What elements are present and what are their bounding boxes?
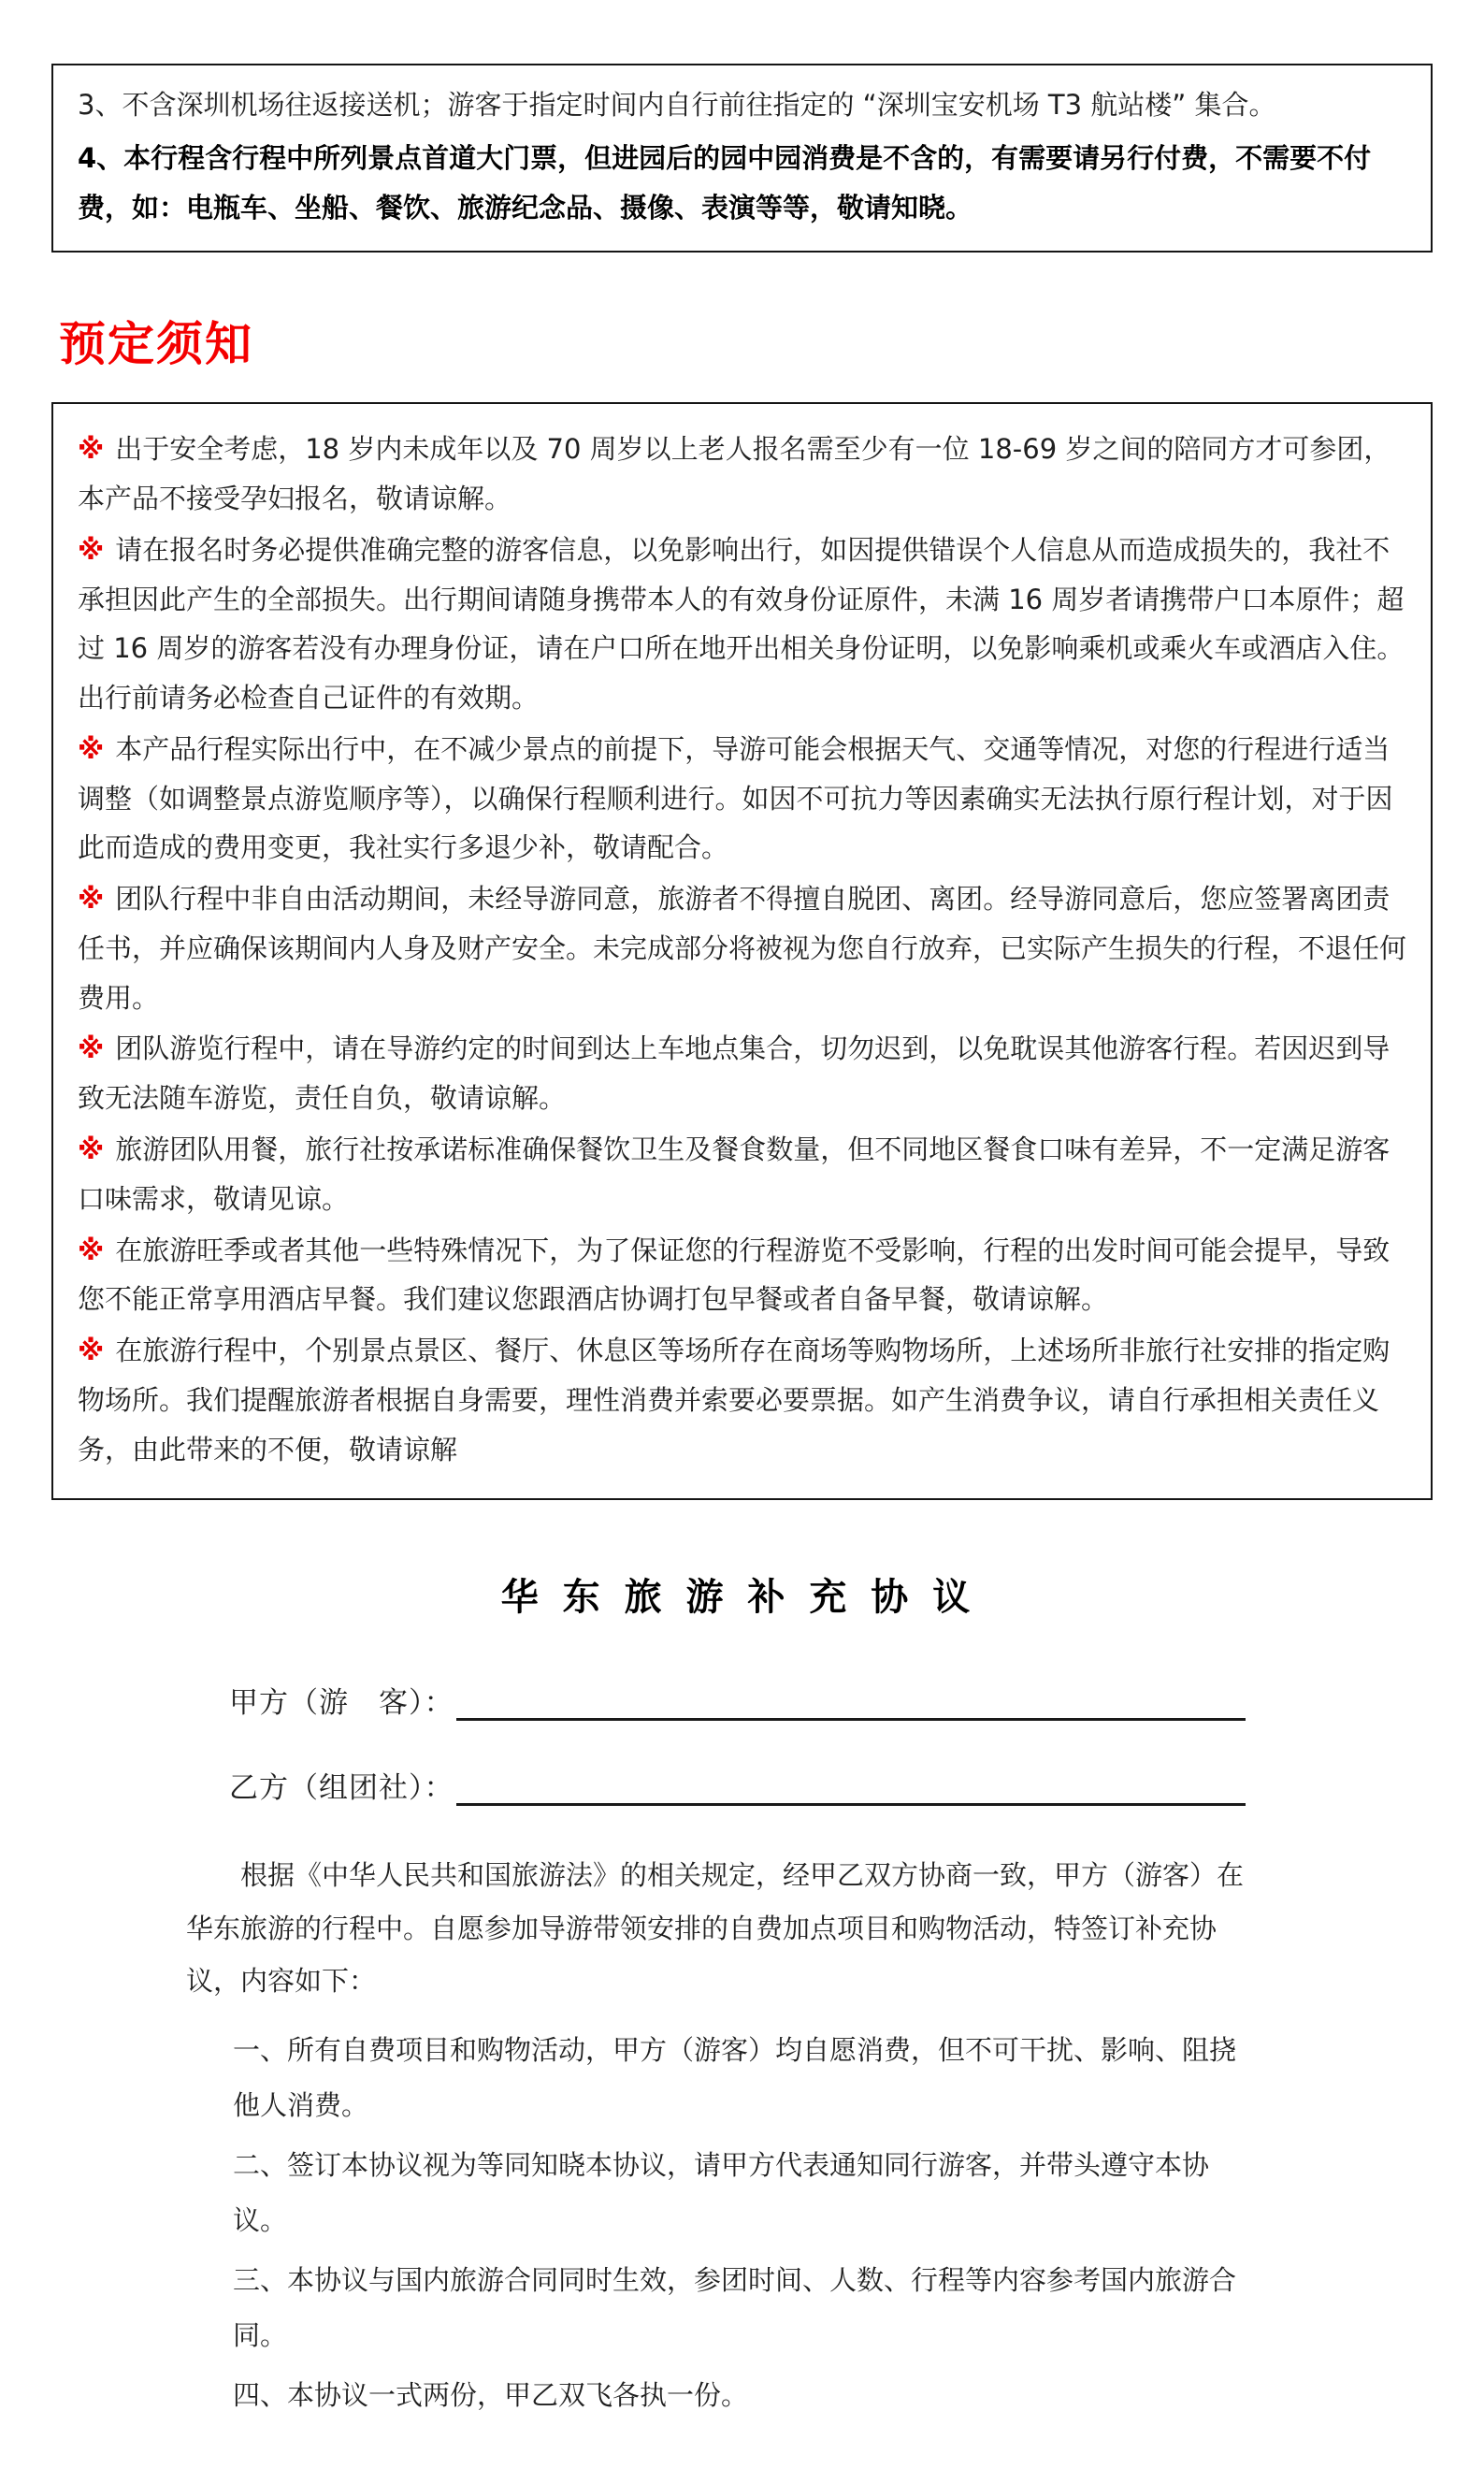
supplementary-agreement-section xyxy=(175,1567,1246,2423)
agreement-clause: 一、所有自费项目和购物活动，甲方（游客）均自愿消费，但不可干扰、影响、阻挠他人消费。 xyxy=(233,2034,1237,2122)
notice-text: 旅游团队用餐，旅行社按承诺标准确保餐饮卫生及餐食数量，但不同地区餐食口味有差异，不一定满足游客口味需求，敬请见谅。 xyxy=(78,1133,1390,1215)
agreement-title: 华 东 旅 游 补 充 协 议 xyxy=(500,1576,976,1620)
notice-marker-icon: ※ xyxy=(78,1335,105,1367)
party-a-line xyxy=(229,1679,1246,1721)
booking-notice-box xyxy=(51,402,1433,1500)
notice-text: 出于安全考虑，18 岁内未成年以及 70 周岁以上老人报名需至少有一位 18-69 岁之间的陪同方才可参团，本产品不接受孕妇报名，敬请谅解。 xyxy=(78,433,1391,515)
notice-marker-icon: ※ xyxy=(78,1234,105,1266)
party-b-blank-field xyxy=(456,1773,1246,1807)
notice-text: 团队行程中非自由活动期间，未经导游同意，旅游者不得擅自脱团、离团。经导游同意后，您应签署离团责任书，并应确保该期间内人身及财产安全。未完成部分将被视为您自行放弃，已实际产生损失的行程，不退任何费用。 xyxy=(78,883,1407,1014)
agreement-intro: 根据《中华人民共和国旅游法》的相关规定，经甲乙双方协商一致，甲方（游客）在华东旅游的行程中。自愿参加导游带领安排的自费加点项目和购物活动，特签订补充协议，内容如下： xyxy=(186,1859,1245,1998)
notice-text: 本产品行程实际出行中，在不减少景点的前提下，导游可能会根据天气、交通等情况，对您的行程进行适当调整（如调整景点游览顺序等），以确保行程顺利进行。如因不可抗力等因素确实无法执行原行程计划，对于因此而造成的费用变更，我社实行多退少补，敬请配合。 xyxy=(78,732,1393,864)
notice-marker-icon: ※ xyxy=(78,533,105,566)
notice-marker-icon: ※ xyxy=(78,732,105,765)
party-a-label: 甲方（游 客）： xyxy=(229,1686,454,1721)
party-b-line xyxy=(229,1764,1246,1806)
notice-marker-icon: ※ xyxy=(78,433,105,466)
agreement-clause: 二、签订本协议视为等同知晓本协议，请甲方代表通知同行游客，并带头遵守本协议。 xyxy=(233,2148,1210,2237)
notice-item xyxy=(78,425,1406,524)
notice-marker-icon: ※ xyxy=(78,1032,105,1065)
notice-item xyxy=(78,725,1406,873)
agreement-clause: 三、本协议与国内旅游合同同时生效，参团时间、人数、行程等内容参考国内旅游合同。 xyxy=(233,2263,1237,2352)
notice-text: 在旅游旺季或者其他一些特殊情况下，为了保证您的行程游览不受影响，行程的出发时间可能会提早，导致您不能正常享用酒店早餐。我们建议您跟酒店协调打包早餐或者自备早餐，敬请谅解。 xyxy=(78,1234,1390,1316)
notice-text: 请在报名时务必提供准确完整的游客信息，以免影响出行，如因提供错误个人信息从而造成损失的，我社不承担因此产生的全部损失。出行期间请随身携带本人的有效身份证原件，未满 16 周岁者请携带户口本原件；超过 16 周岁的游客若没有办理身份证，请在户口所在地开出相关身份证明，以免影响乘机或乘火车或酒店入住。出行前请务必检查自己证件的有效期。 xyxy=(78,533,1405,715)
trip-cost-notes-box xyxy=(51,64,1433,253)
agreement-clause: 四、本协议一式两份，甲乙双飞各执一份。 xyxy=(233,2378,749,2411)
notice-item xyxy=(78,1226,1406,1325)
party-a-blank-field xyxy=(456,1688,1246,1722)
notice-item xyxy=(78,1326,1406,1474)
notice-marker-icon: ※ xyxy=(78,1133,105,1166)
notice-marker-icon: ※ xyxy=(78,883,105,916)
notice-text: 在旅游行程中，个别景点景区、餐厅、休息区等场所存在商场等购物场所，上述场所非旅行社安排的指定购物场所。我们提醒旅游者根据自身需要，理性消费并索要必要票据。如产生消费争议，请自行承担相关责任义务，由此带来的不便，敬请谅解 xyxy=(78,1335,1390,1465)
notice-text: 团队游览行程中，请在导游约定的时间到达上车地点集合，切勿迟到，以免耽误其他游客行程。若因迟到导致无法随车游览，责任自负，敬请谅解。 xyxy=(78,1032,1390,1115)
notice-item xyxy=(78,1125,1406,1224)
booking-notice-title: 预定须知 xyxy=(59,317,253,372)
note-line-3: 3、不含深圳机场往返接送机；游客于指定时间内自行前往指定的 “深圳宝安机场 T3 航站楼” 集合。 xyxy=(78,89,1276,121)
notice-item xyxy=(78,526,1406,723)
notice-item xyxy=(78,1024,1406,1123)
note-line-4: 4、本行程含行程中所列景点首道大门票，但进园后的园中园消费是不含的，有需要请另行付费，不需要不付费，如：电瓶车、坐船、餐饮、旅游纪念品、摄像、表演等等，敬请知晓。 xyxy=(78,141,1372,224)
notice-item xyxy=(78,874,1406,1022)
party-b-label: 乙方（组团社）： xyxy=(229,1771,454,1806)
